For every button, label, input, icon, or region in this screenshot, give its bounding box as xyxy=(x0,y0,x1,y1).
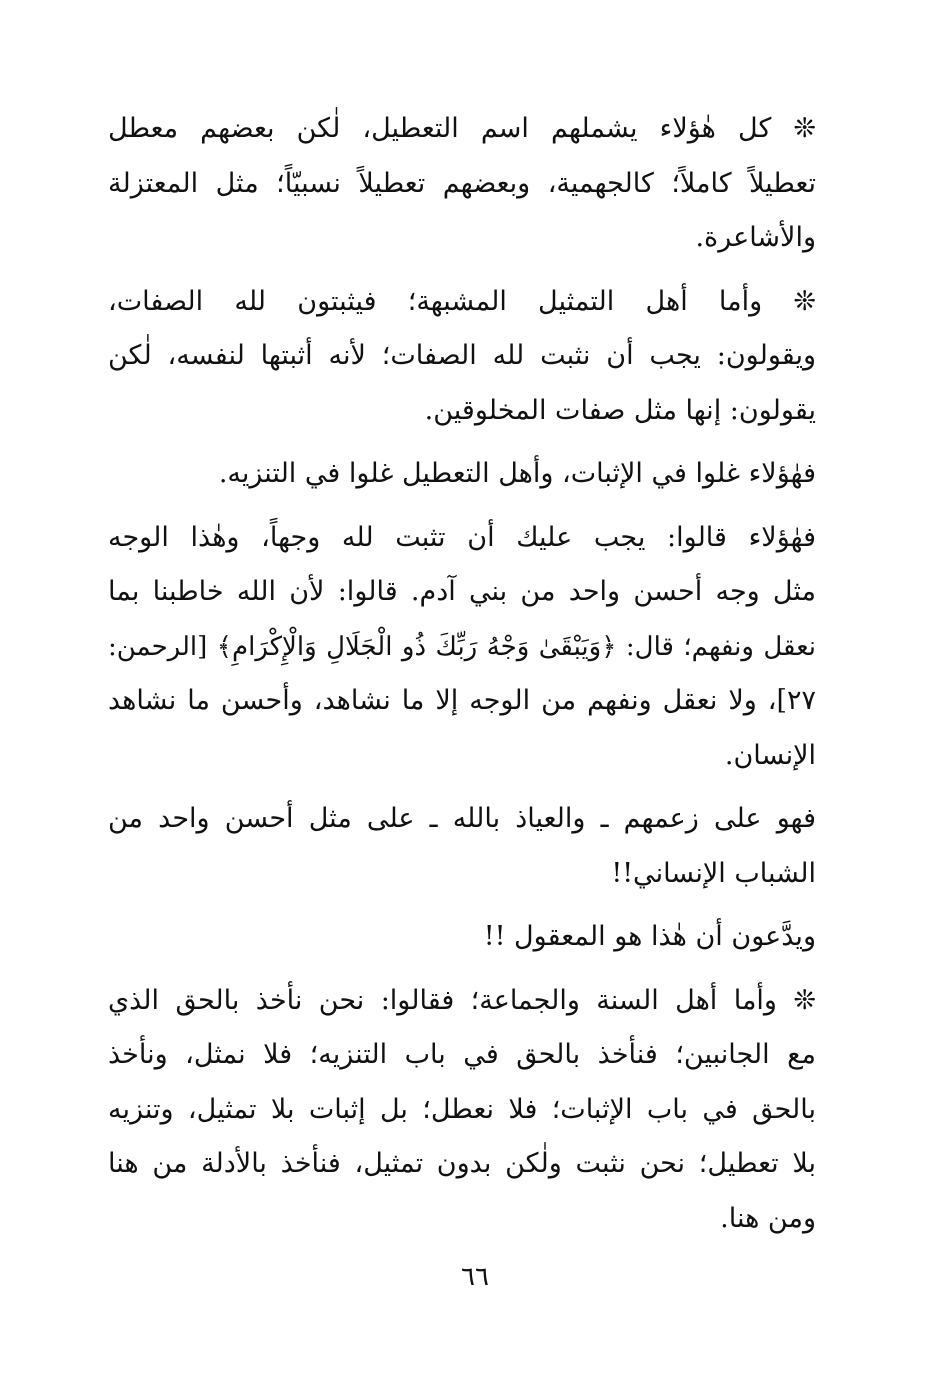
text-line: ومن هنا. xyxy=(720,1202,816,1234)
text-line: بلا تعطيل؛ نحن نثبت ولٰكن بدون تمثيل، فنأخذ بالأدلة من هنا xyxy=(108,1148,816,1179)
page-number: ٦٦ xyxy=(461,1262,489,1292)
paragraph-ta'til xyxy=(108,102,816,266)
paragraph-tamthil xyxy=(108,275,816,439)
text-line: ٢٧]، ولا نعقل ونفهم من الوجه إلا ما نشاهد، وأحسن ما نشاهد xyxy=(108,685,816,716)
text-line: مع الجانبين؛ فنأخذ بالحق في باب التنزيه؛ فلا نمثل، ونأخذ xyxy=(108,1039,816,1070)
text-line quran-verse-line: نعقل ونفهم؛ قال: ﴿وَيَبْقَىٰ وَجْهُ رَبِّكَ ذُو الْجَلَالِ وَالْإِكْرَامِ﴾ [الرحمن: xyxy=(108,631,816,662)
paragraph-ghuluw xyxy=(108,447,816,502)
text-line: مثل وجه أحسن واحد من بني آدم. قالوا: لأن الله خاطبنا بما xyxy=(108,576,816,607)
text-line: ❊ كل هٰؤلاء يشملهم اسم التعطيل، لٰكن بعضهم معطل xyxy=(108,113,816,144)
text-line: ويدَّعون أن هٰذا هو المعقول !! xyxy=(483,921,816,952)
text-line: الإنسان. xyxy=(724,739,816,771)
text-line: ❊ وأما أهل السنة والجماعة؛ فقالوا: نحن نأخذ بالحق الذي xyxy=(108,984,816,1016)
text-line: ويقولون: يجب أن نثبت لله الصفات؛ لأنه أثبتها لنفسه، لٰكن xyxy=(108,340,816,371)
text-line: تعطيلاً كاملاً؛ كالجهمية، وبعضهم تعطيلاً نسبيّاً؛ مثل المعتزلة xyxy=(108,167,816,199)
paragraph-ma'qul xyxy=(108,910,816,965)
page-body-text xyxy=(108,102,816,1255)
text-line: ❊ وأما أهل التمثيل المشبهة؛ فيثبتون لله الصفات، xyxy=(108,285,816,317)
paragraph-ahl-sunnah xyxy=(108,974,816,1247)
paragraph-wajh xyxy=(108,511,816,784)
text-line: فهو على زعمهم ـ والعياذ بالله ـ على مثل أحسن واحد من xyxy=(108,803,816,834)
text-line: بالحق في باب الإثبات؛ فلا نعطل؛ بل إثبات بلا تمثيل، وتنزيه xyxy=(108,1093,816,1125)
text-line: فهٰؤلاء قالوا: يجب عليك أن تثبت لله وجهاً، وهٰذا الوجه xyxy=(108,521,816,553)
paragraph-za'm xyxy=(108,792,816,901)
text-line: والأشاعرة. xyxy=(695,222,816,253)
text-line: يقولون: إنها مثل صفات المخلوقين. xyxy=(424,394,816,426)
text-line: فهٰؤلاء غلوا في الإثبات، وأهل التعطيل غلوا في التنزيه. xyxy=(218,458,816,489)
text-line: الشباب الإنساني!! xyxy=(611,857,816,889)
